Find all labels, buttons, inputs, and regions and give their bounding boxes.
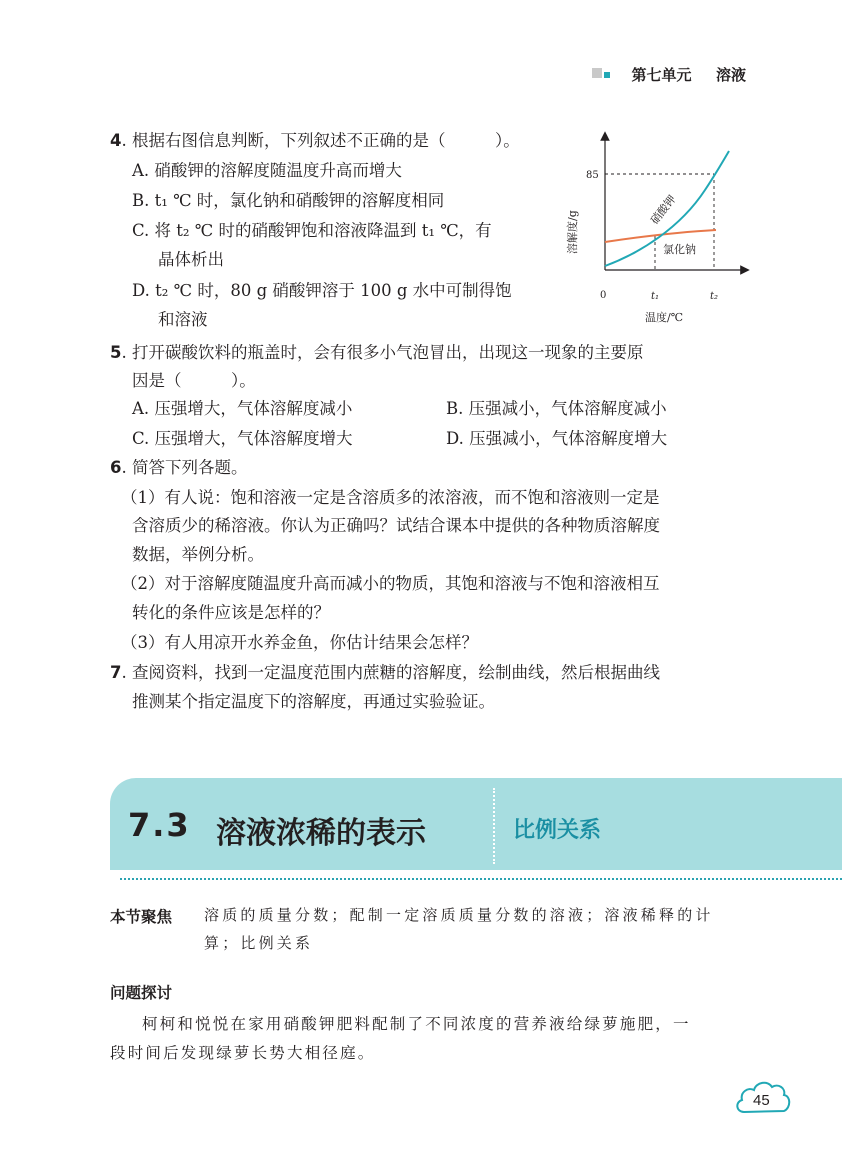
q5-option-a: A. 压强增大，气体溶解度减小 xyxy=(132,399,353,418)
banner-dotted-rule xyxy=(120,878,842,880)
q4-stem: 4. 根据右图信息判断，下列叙述不正确的是（ ）。 xyxy=(110,131,520,150)
running-header xyxy=(632,64,747,85)
q5-option-b: B. 压强减小，气体溶解度减小 xyxy=(446,399,667,418)
x-tick-t2: t₂ xyxy=(710,291,719,302)
q6-part2: （2）对于溶解度随温度升高而减小的物质，其饱和溶液与不饱和溶液相互 xyxy=(121,574,660,593)
banner-separator xyxy=(493,788,495,864)
q6-part2-cont: 转化的条件应该是怎样的？ xyxy=(132,603,330,622)
page-number-cloud-icon xyxy=(734,1078,792,1118)
q4-number: 4 xyxy=(110,131,122,150)
x-tick-0: 0 xyxy=(600,290,607,301)
x-axis-label: 温度/℃ xyxy=(645,311,684,324)
kno3-label: 硝酸钾 xyxy=(648,192,679,227)
q6-part1-cont: 含溶质少的稀溶液。你认为正确吗？试结合课本中提供的各种物质溶解度 xyxy=(132,516,660,535)
q7-stem-cont: 推测某个指定温度下的溶解度，再通过实验验证。 xyxy=(132,692,495,711)
q4-option-d-cont: 和溶液 xyxy=(158,310,208,329)
y-tick-85: 85 xyxy=(586,170,599,181)
q5-option-d: D. 压强减小，气体溶解度增大 xyxy=(446,429,668,448)
explore-text-line1: 柯柯和悦悦在家用硝酸钾肥料配制了不同浓度的营养液给绿萝施肥，一 xyxy=(142,1015,691,1033)
section-number: 7.3 xyxy=(128,806,191,844)
header-squares-icon xyxy=(592,68,622,80)
q4-option-d: D. t₂ ℃ 时，80 g 硝酸钾溶于 100 g 水中可制得饱 xyxy=(132,281,512,300)
q5-stem: 5. 打开碳酸饮料的瓶盖时，会有很多小气泡冒出，出现这一现象的主要原 xyxy=(110,343,644,362)
q6-stem: 6. 简答下列各题。 xyxy=(110,458,248,477)
explore-text-line2: 段时间后发现绿萝长势大相径庭。 xyxy=(110,1044,376,1062)
q5-stem-cont: 因是（ ）。 xyxy=(132,371,256,390)
q6-number: 6 xyxy=(110,458,122,477)
q7-stem: 7. 查阅资料，找到一定温度范围内蔗糖的溶解度，绘制曲线，然后根据曲线 xyxy=(110,663,660,682)
q5-number: 5 xyxy=(110,343,122,362)
solubility-chart xyxy=(560,128,760,328)
q4-option-b: B. t₁ ℃ 时，氯化钠和硝酸钾的溶解度相同 xyxy=(132,191,445,210)
q4-option-a: A. 硝酸钾的溶解度随温度升高而增大 xyxy=(132,161,402,180)
focus-label: 本节聚焦 xyxy=(110,908,173,926)
q6-part1-cont2: 数据，举例分析。 xyxy=(132,545,264,564)
q4-option-c: C. 将 t₂ ℃ 时的硝酸钾饱和溶液降温到 t₁ ℃，有 xyxy=(132,221,492,240)
q4-option-c-cont: 晶体析出 xyxy=(158,250,224,269)
header-topic: 溶液 xyxy=(715,66,746,84)
q7-number: 7 xyxy=(110,663,122,682)
y-axis-label: 溶解度/g xyxy=(566,210,579,254)
nacl-label: 氯化钠 xyxy=(663,243,696,256)
focus-text-line1: 溶质的质量分数；配制一定溶质质量分数的溶液；溶液稀释的计 xyxy=(204,906,714,924)
section-subtitle: 比例关系 xyxy=(513,818,602,843)
page-number: 45 xyxy=(753,1092,770,1109)
section-title: 溶液浓稀的表示 xyxy=(216,816,426,851)
focus-text-line2: 算；比例关系 xyxy=(204,934,314,952)
q6-part3: （3）有人用凉开水养金鱼，你估计结果会怎样？ xyxy=(121,633,478,652)
header-unit: 第七单元 xyxy=(631,66,692,84)
q5-option-c: C. 压强增大，气体溶解度增大 xyxy=(132,429,353,448)
x-tick-t1: t₁ xyxy=(651,291,660,302)
q6-part1: （1）有人说：饱和溶液一定是含溶质多的浓溶液，而不饱和溶液则一定是 xyxy=(121,488,660,507)
explore-label: 问题探讨 xyxy=(110,984,173,1002)
